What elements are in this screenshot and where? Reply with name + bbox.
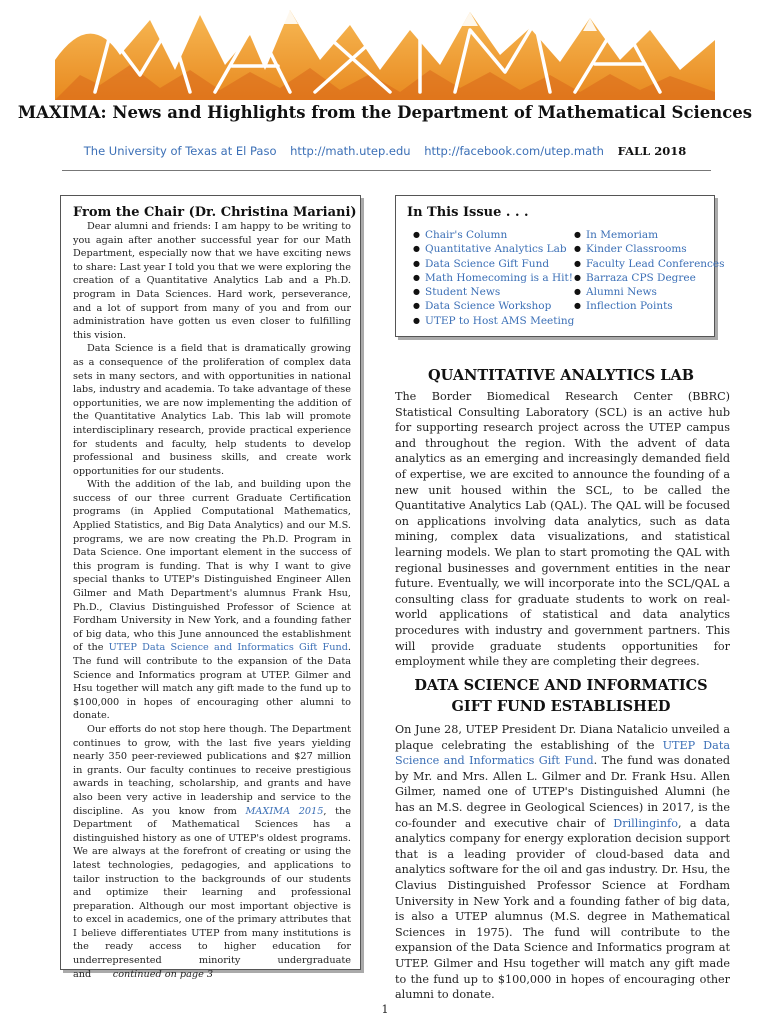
drillinginfo-link[interactable]: Drillinginfo <box>613 816 678 830</box>
newsletter-title: MAXIMA: News and Highlights from the Department of Mathematical Sciences <box>17 103 753 122</box>
gift-fund-section-body: On June 28, UTEP President Dr. Diana Natalicio unveiled a plaque celebrating the establishing of the UTEP Data Science and Informatics Gift Fund. The fund was donated by Mr. and Mrs. Allen L. Gilmer and Dr. Frank Hsu. Allen Gilmer, named one of UTEP's Distinguished Alumni (he has an M.S. degree in Geological Sciences) in 2017, is the co-founder and executive chair of Drillinginfo, a data analytics company for energy exploration decision support that is a leading provider of cloud-based data and analytics software for the oil and gas industry. Dr. Hsu, the Clavius Distinguished Professor Science at Fordham University in New York and a founding father of big data, is also a UTEP alumnus (M.S. degree in Mathematical Sciences in 1975). The fund will contribute to the expansion of the Data Science and Informatics program at UTEP. Gilmer and Hsu together will match any gift made to the fund up to $100,000 in hopes of encouraging other alumni to donate. <box>395 723 730 1002</box>
website-link[interactable]: http://math.utep.edu <box>290 144 411 158</box>
chair-paragraph-4: Our efforts do not stop here though. The Department continues to grow, with the last five years yielding nearly 350 peer-reviewed publications and $27 million in grants. Our faculty continues to receive prestigious awards in teaching, scholarship, and grants and have also been very active in leadership and service to the discipline. As you know from MAXIMA 2015, the Department of Mathematical Sciences has a distinguished history as one of UTEP's oldest programs. We are always at the forefront of creating or using the latest technologies, pedagogies, and applications to tailor instruction to the backgrounds of our students and optimize their learning and professional preparation. Although our most important objective is to excel in academics, one of the primary attributes that I believe differentiates UTEP from many institutions is the ready access to higher education for underrepresented minority undergraduate and continued on page 3 <box>73 723 351 980</box>
issue-list-left <box>413 228 574 328</box>
issue-link[interactable]: ● In Memoriam <box>574 228 725 242</box>
chair-paragraph-3: With the addition of the lab, and building upon the success of our three current Graduate Certification programs (in Applied Computational Mathematics, Applied Statistics, and Big Data Analytics) and our M.S. programs, we are now creating the Ph.D. Program in Data Science. One important element in the success of this program is funding. That is why I want to give special thanks to UTEP's Distinguished Engineer Allen Gilmer and Math Department's alumnus Frank Hsu, Ph.D., Clavius Distinguished Professor of Science at Fordham University in New York, and a founding father of big data, who this June announced the establishment of the UTEP Data Science and Informatics Gift Fund. The fund will contribute to the expansion of the Data Science and Informatics program at UTEP. Gilmer and Hsu together will match any gift made to the fund up to $100,000 in hopes of encouraging other alumni to donate. <box>73 479 352 722</box>
issue-link[interactable]: ● Data Science Gift Fund <box>413 257 574 271</box>
chair-paragraph-2: Data Science is a field that is dramatically growing as a consequence of the proliferation of complex data sets in many sectors, and with opportunities in national labs, industry and academia. To take advantage of these opportunities, we are now implementing the addition of the Quantitative Analytics Lab. This lab will promote interdisciplinary research, provide practical experience for students and faculty, help students to develop professional and business skills, and create work opportunities for our students. <box>73 343 351 477</box>
issue-link[interactable]: ● Chair's Column <box>413 228 574 242</box>
qal-section-body: The Border Biomedical Research Center (BBRC) Statistical Consulting Laboratory (SCL) is an active hub for supporting research project across the UTEP campus and throughout the region. With the advent of data analytics as an emerging and increasingly demanded field of expertise, we are excited to announce the founding of a new unit housed within the SCL, to be called the Quantitative Analytics Lab (QAL). The QAL will be focused on applications involving data analytics, such as data mining, complex data visualizations, and statistical learning models. We plan to start promoting the QAL with regional businesses and government entities in the near future. Eventually, we will incorporate into the SCL/QAL a consulting class for graduate students to work on real-world applications of statistical and data analytics procedures with industry and government partners. This will provide graduate students opportunities for employment while they are completing their degrees. <box>395 390 730 669</box>
qal-section-title: QUANTITATIVE ANALYTICS LAB <box>428 367 694 384</box>
chair-paragraph-1: Dear alumni and friends: I am happy to be writing to you again after another successful year for our Math Department, especially now that we have exciting news to share: Last year I told you that we were exploring the creation of a Quantitative Analytics Lab and a Ph.D. program in Data Sciences. Hard work, perseverance, and a lot of support from many of you and from our administration have gotten us even closer to fulfilling this vision. <box>73 221 351 341</box>
page-number: 1 <box>381 1003 389 1016</box>
issue-list-right <box>574 228 725 314</box>
issue-link[interactable]: ● Alumni News <box>574 285 725 299</box>
chair-column-title: From the Chair (Dr. Christina Mariani) <box>73 205 357 220</box>
university-link[interactable]: The University of Texas at El Paso <box>83 144 277 158</box>
gift-fund-link[interactable]: UTEP Data Science and Informatics Gift Fund <box>108 642 348 654</box>
issue-link[interactable]: ● Faculty Lead Conferences <box>574 257 725 271</box>
issue-date: FALL 2018 <box>617 144 687 158</box>
issue-link[interactable]: ● Barraza CPS Degree <box>574 271 725 285</box>
in-this-issue-title: In This Issue . . . <box>407 205 529 220</box>
maxima-2015-link[interactable]: MAXIMA 2015 <box>245 805 324 817</box>
facebook-link[interactable]: http://facebook.com/utep.math <box>424 144 604 158</box>
masthead-subline <box>60 144 710 158</box>
chair-column-body <box>73 220 351 981</box>
issue-link[interactable]: ● Quantitative Analytics Lab <box>413 242 574 256</box>
gift-fund-section-title: DATA SCIENCE AND INFORMATICS GIFT FUND ESTABLISHED <box>414 677 708 715</box>
issue-link[interactable]: ● Inflection Points <box>574 299 725 313</box>
issue-link[interactable]: ● Student News <box>413 285 574 299</box>
maxima-banner-logo <box>0 0 770 100</box>
gift-fund-link[interactable]: UTEP Data Science and Informatics Gift Fund <box>395 738 730 768</box>
header-divider <box>62 170 711 171</box>
issue-link[interactable]: ● Kinder Classrooms <box>574 242 725 256</box>
issue-link[interactable]: ● Math Homecoming is a Hit! <box>413 271 574 285</box>
issue-link[interactable]: ● UTEP to Host AMS Meeting <box>413 314 574 328</box>
issue-link[interactable]: ● Data Science Workshop <box>413 299 574 313</box>
continued-note: continued on page 3 <box>112 968 214 980</box>
